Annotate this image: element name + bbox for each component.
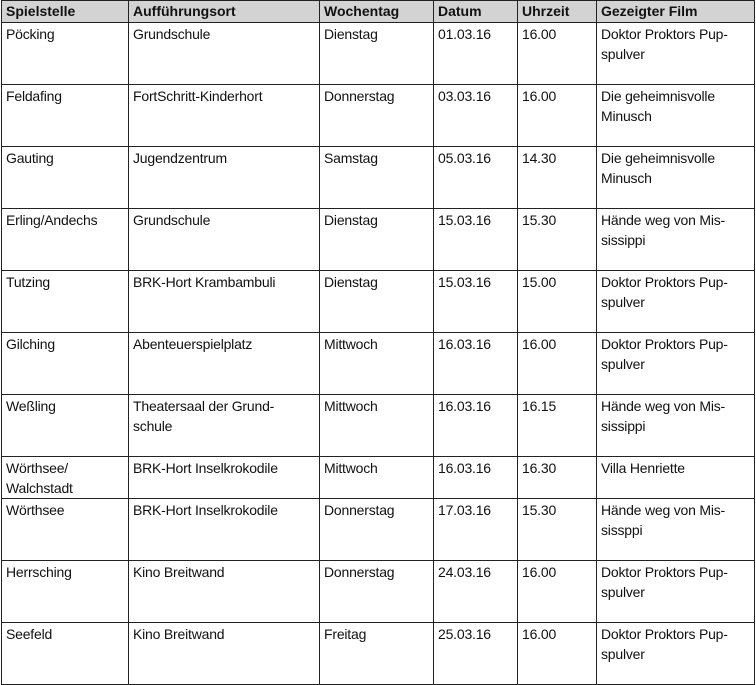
- cell-text: Villa Henriette: [601, 460, 685, 476]
- cell-text: Abenteuerspielplatz: [133, 336, 253, 352]
- cell-text: Hände weg von Mis- sissippi: [601, 398, 726, 434]
- cell-text: Doktor Proktors Pup- spulver: [601, 336, 728, 372]
- cell-uhrzeit: [518, 209, 597, 271]
- cell-datum: [434, 271, 518, 333]
- table-row: [2, 499, 755, 561]
- cell-text: Doktor Proktors Pup- spulver: [601, 26, 728, 62]
- cell-gezeigter-film: [597, 395, 755, 457]
- cell-text: Wörthsee/ Walchstadt: [6, 460, 73, 496]
- cell-auffuehrungsort: [129, 333, 320, 395]
- cell-uhrzeit: [518, 623, 597, 685]
- cell-text: Die geheimnisvolle Minusch: [601, 150, 715, 186]
- cell-text: 16.00: [522, 26, 557, 42]
- table-row: [2, 457, 755, 499]
- cell-text: 25.03.16: [438, 626, 491, 642]
- cell-datum: [434, 623, 518, 685]
- cell-text: 01.03.16: [438, 26, 491, 42]
- table-row: [2, 209, 755, 271]
- cell-wochentag: [320, 209, 434, 271]
- cell-text: Weßling: [6, 398, 56, 414]
- cell-text: 14.30: [522, 150, 557, 166]
- cell-text: Dienstag: [324, 212, 378, 228]
- cell-text: Hände weg von Mis- sissppi: [601, 502, 726, 538]
- table-header: [2, 1, 755, 23]
- cell-text: Donnerstag: [324, 88, 395, 104]
- cell-text: 03.03.16: [438, 88, 491, 104]
- cell-gezeigter-film: [597, 147, 755, 209]
- cell-datum: [434, 209, 518, 271]
- cell-text: Jugendzentrum: [133, 150, 227, 166]
- cell-wochentag: [320, 271, 434, 333]
- cell-text: Mittwoch: [324, 460, 378, 476]
- cell-gezeigter-film: [597, 623, 755, 685]
- cell-text: Gilching: [6, 336, 55, 352]
- cell-uhrzeit: [518, 271, 597, 333]
- cell-uhrzeit: [518, 457, 597, 499]
- cell-text: Donnerstag: [324, 564, 395, 580]
- cell-text: Donnerstag: [324, 502, 395, 518]
- cell-datum: [434, 85, 518, 147]
- cell-auffuehrungsort: [129, 209, 320, 271]
- cell-spielstelle: [2, 499, 129, 561]
- cell-auffuehrungsort: [129, 499, 320, 561]
- table-row: [2, 147, 755, 209]
- cell-text: Erling/Andechs: [6, 212, 98, 228]
- cell-text: Kino Breitwand: [133, 564, 225, 580]
- cell-wochentag: [320, 561, 434, 623]
- cell-auffuehrungsort: [129, 457, 320, 499]
- cell-wochentag: [320, 395, 434, 457]
- cell-text: Pöcking: [6, 26, 55, 42]
- cell-datum: [434, 499, 518, 561]
- cell-text: Doktor Proktors Pup- spulver: [601, 274, 728, 310]
- cell-spielstelle: [2, 333, 129, 395]
- cell-text: 16.15: [522, 398, 557, 414]
- cell-text: Freitag: [324, 626, 367, 642]
- cell-text: Herrsching: [6, 564, 72, 580]
- cell-text: 16.00: [522, 564, 557, 580]
- cell-text: Die geheimnisvolle Minusch: [601, 88, 715, 124]
- cell-spielstelle: [2, 457, 129, 499]
- cell-wochentag: [320, 623, 434, 685]
- schedule-table: [1, 0, 755, 685]
- cell-uhrzeit: [518, 499, 597, 561]
- header-gezeigter-film: Gezeigter Film: [597, 1, 755, 23]
- cell-text: BRK-Hort Inselkrokodile: [133, 502, 278, 518]
- cell-spielstelle: [2, 623, 129, 685]
- cell-text: BRK-Hort Krambambuli: [133, 274, 276, 290]
- cell-wochentag: [320, 85, 434, 147]
- cell-auffuehrungsort: [129, 623, 320, 685]
- cell-text: 15.30: [522, 502, 557, 518]
- table-row: [2, 333, 755, 395]
- cell-text: Samstag: [324, 150, 378, 166]
- cell-spielstelle: [2, 209, 129, 271]
- cell-datum: [434, 333, 518, 395]
- table-body: [2, 23, 755, 685]
- cell-uhrzeit: [518, 395, 597, 457]
- cell-spielstelle: [2, 561, 129, 623]
- cell-datum: [434, 23, 518, 85]
- table-row: [2, 395, 755, 457]
- cell-wochentag: [320, 457, 434, 499]
- cell-text: Mittwoch: [324, 398, 378, 414]
- cell-uhrzeit: [518, 85, 597, 147]
- cell-text: 16.03.16: [438, 336, 491, 352]
- cell-datum: [434, 561, 518, 623]
- cell-auffuehrungsort: [129, 561, 320, 623]
- cell-uhrzeit: [518, 333, 597, 395]
- cell-text: BRK-Hort Inselkrokodile: [133, 460, 278, 476]
- cell-spielstelle: [2, 271, 129, 333]
- cell-text: Seefeld: [6, 626, 53, 642]
- cell-text: Mittwoch: [324, 336, 378, 352]
- cell-wochentag: [320, 499, 434, 561]
- cell-uhrzeit: [518, 23, 597, 85]
- cell-text: Feldafing: [6, 88, 62, 104]
- cell-wochentag: [320, 147, 434, 209]
- cell-text: 15.30: [522, 212, 557, 228]
- cell-gezeigter-film: [597, 23, 755, 85]
- cell-auffuehrungsort: [129, 147, 320, 209]
- cell-text: Hände weg von Mis- sissippi: [601, 212, 726, 248]
- cell-datum: [434, 395, 518, 457]
- table-row: [2, 85, 755, 147]
- cell-text: Theatersaal der Grund- schule: [133, 398, 275, 434]
- header-uhrzeit: Uhrzeit: [518, 1, 597, 23]
- cell-gezeigter-film: [597, 333, 755, 395]
- cell-uhrzeit: [518, 561, 597, 623]
- cell-text: Grundschule: [133, 212, 211, 228]
- cell-text: 05.03.16: [438, 150, 491, 166]
- cell-text: FortSchritt-Kinderhort: [133, 88, 263, 104]
- cell-text: 16.00: [522, 336, 557, 352]
- cell-text: Gauting: [6, 150, 54, 166]
- cell-text: Wörthsee: [6, 502, 65, 518]
- header-spielstelle: Spielstelle: [2, 1, 129, 23]
- cell-wochentag: [320, 23, 434, 85]
- cell-text: Kino Breitwand: [133, 626, 225, 642]
- cell-auffuehrungsort: [129, 23, 320, 85]
- cell-text: 15.03.16: [438, 212, 491, 228]
- cell-text: 16.03.16: [438, 398, 491, 414]
- cell-auffuehrungsort: [129, 395, 320, 457]
- cell-text: 16.00: [522, 88, 557, 104]
- cell-auffuehrungsort: [129, 85, 320, 147]
- cell-gezeigter-film: [597, 85, 755, 147]
- table-row: [2, 271, 755, 333]
- header-row: [2, 1, 755, 23]
- table-row: [2, 623, 755, 685]
- cell-text: 15.00: [522, 274, 557, 290]
- cell-text: 24.03.16: [438, 564, 491, 580]
- cell-gezeigter-film: [597, 561, 755, 623]
- cell-datum: [434, 147, 518, 209]
- header-wochentag: Wochentag: [320, 1, 434, 23]
- cell-gezeigter-film: [597, 499, 755, 561]
- cell-spielstelle: [2, 147, 129, 209]
- cell-text: 15.03.16: [438, 274, 491, 290]
- cell-spielstelle: [2, 23, 129, 85]
- cell-gezeigter-film: [597, 209, 755, 271]
- cell-spielstelle: [2, 85, 129, 147]
- cell-gezeigter-film: [597, 457, 755, 499]
- cell-text: 16.30: [522, 460, 557, 476]
- cell-gezeigter-film: [597, 271, 755, 333]
- cell-text: 17.03.16: [438, 502, 491, 518]
- cell-text: Tutzing: [6, 274, 50, 290]
- cell-text: 16.00: [522, 626, 557, 642]
- cell-text: Dienstag: [324, 274, 378, 290]
- header-datum: Datum: [434, 1, 518, 23]
- cell-text: Doktor Proktors Pup- spulver: [601, 564, 728, 600]
- cell-text: Doktor Proktors Pup- spulver: [601, 626, 728, 662]
- cell-uhrzeit: [518, 147, 597, 209]
- cell-auffuehrungsort: [129, 271, 320, 333]
- cell-text: Grundschule: [133, 26, 211, 42]
- cell-text: Dienstag: [324, 26, 378, 42]
- cell-text: 16.03.16: [438, 460, 491, 476]
- cell-spielstelle: [2, 395, 129, 457]
- cell-datum: [434, 457, 518, 499]
- header-auffuehrungsort: Aufführungsort: [129, 1, 320, 23]
- cell-wochentag: [320, 333, 434, 395]
- table-row: [2, 23, 755, 85]
- table-row: [2, 561, 755, 623]
